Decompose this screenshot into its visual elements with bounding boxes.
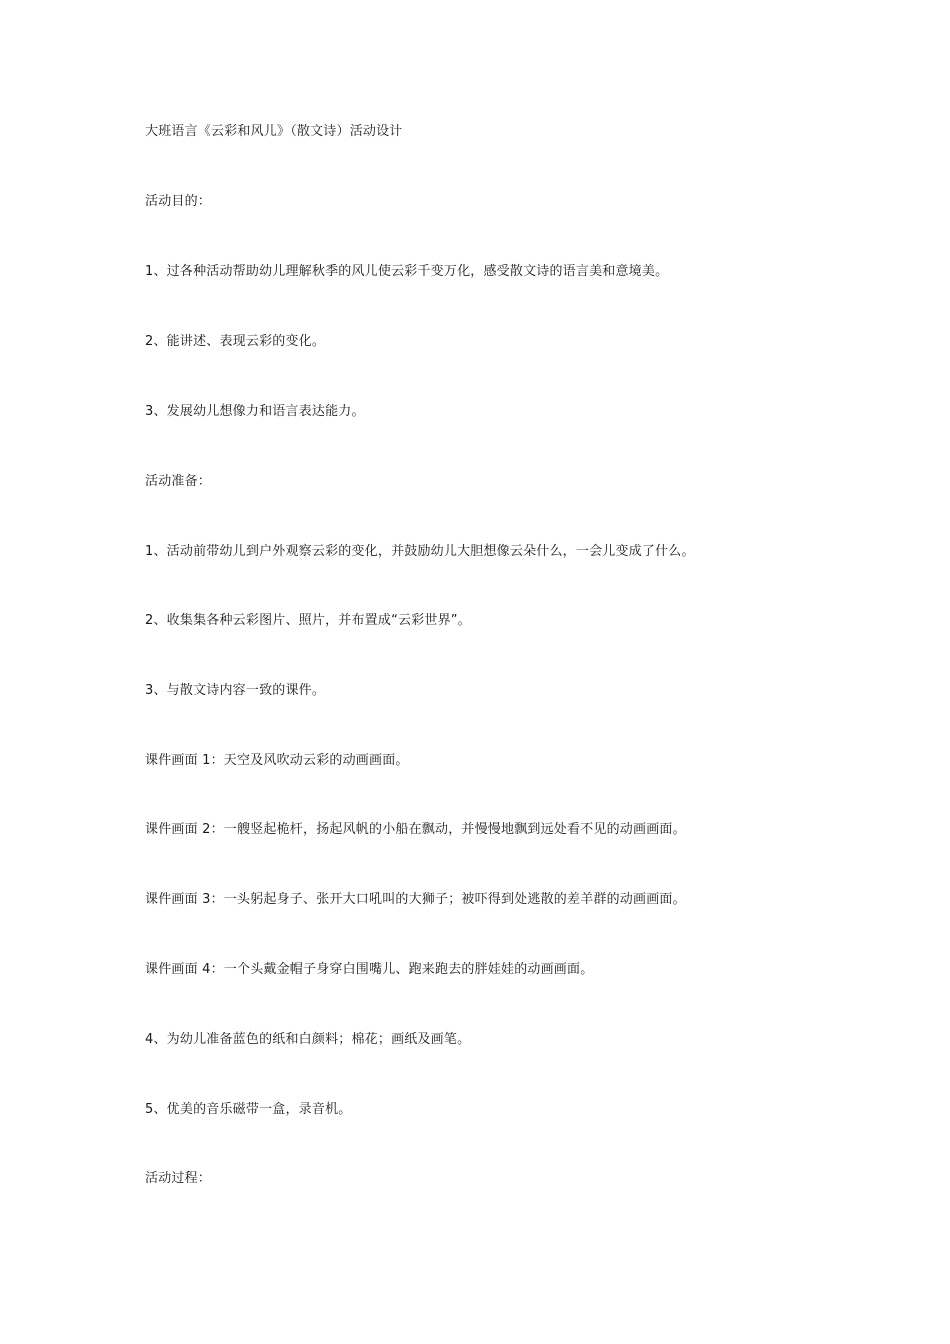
preparation-item-2: 2、收集集各种云彩图片、照片，并布置成“云彩世界”。 <box>145 613 471 628</box>
preparation-heading: 活动准备： <box>145 474 212 489</box>
courseware-screen-3: 课件画面 3：一头躬起身子、张开大口吼叫的大狮子；被吓得到处逃散的差羊群的动画画面。 <box>145 892 686 907</box>
goals-heading: 活动目的： <box>145 194 212 209</box>
process-heading: 活动过程： <box>145 1171 212 1186</box>
document-title: 大班语言《云彩和风儿》（散文诗）活动设计 <box>145 124 403 139</box>
goal-item-3: 3、发展幼儿想像力和语言表达能力。 <box>145 404 365 419</box>
goal-item-2: 2、能讲述、表现云彩的变化。 <box>145 334 326 349</box>
preparation-item-5: 5、优美的音乐磁带一盒，录音机。 <box>145 1102 352 1117</box>
courseware-screen-2: 课件画面 2：一艘竖起桅杆，扬起风帆的小船在飘动，并慢慢地飘到远处看不见的动画画面。 <box>145 822 686 837</box>
preparation-item-1: 1、活动前带幼儿到户外观察云彩的变化，并鼓励幼儿大胆想像云朵什么，一会儿变成了什么。 <box>145 544 695 559</box>
preparation-item-4: 4、为幼儿准备蓝色的纸和白颜料；棉花；画纸及画笔。 <box>145 1032 471 1047</box>
goal-item-1: 1、过各种活动帮助幼儿理解秋季的风儿使云彩千变万化，感受散文诗的语言美和意境美。 <box>145 264 669 279</box>
courseware-screen-1: 课件画面 1：天空及风吹动云彩的动画画面。 <box>145 753 409 768</box>
preparation-item-3: 3、与散文诗内容一致的课件。 <box>145 683 326 698</box>
courseware-screen-4: 课件画面 4：一个头戴金帽子身穿白围嘴儿、跑来跑去的胖娃娃的动画画面。 <box>145 962 594 977</box>
